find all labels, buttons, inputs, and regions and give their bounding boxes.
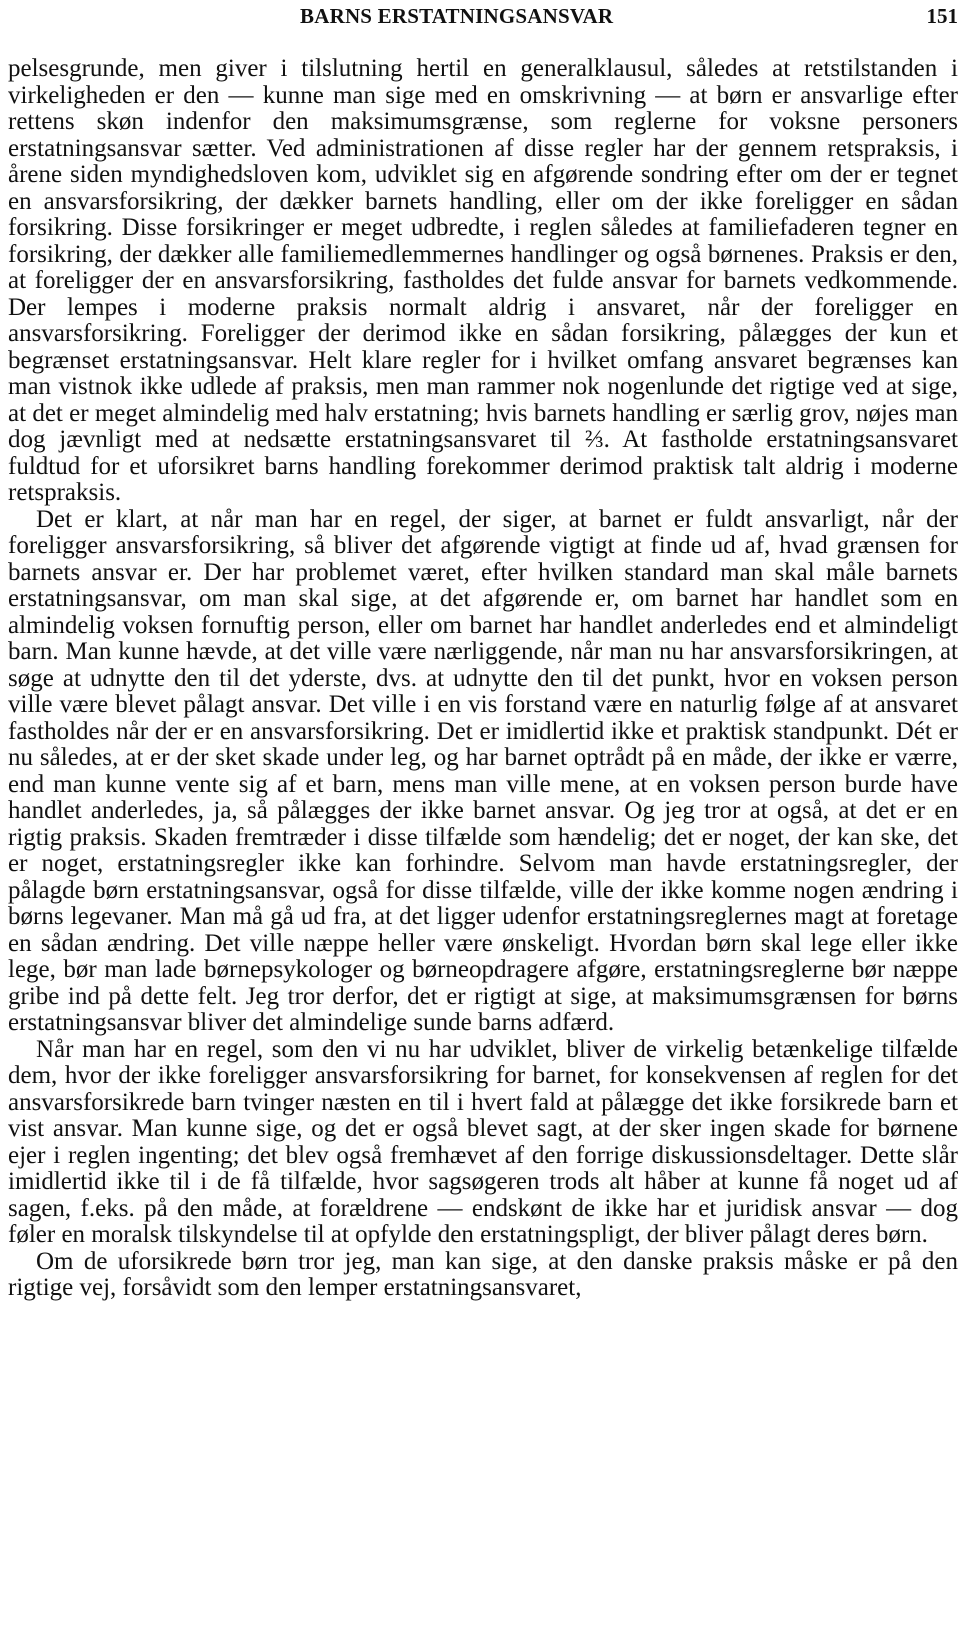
paragraph-2: Det er klart, at når man har en regel, der siger, at barnet er fuldt ansvarligt, når der foreligger ansvarsforsikring, så bliver det afgørende vigtigt at finde ud af, hvad grænsen for barnets ansvar er. Der har problemet været, efter hvilken standard man skal måle barnets erstatningsansvar, om man skal sige, at det afgørende er, om barnet har handlet som en almindelig voksen fornuftig person, eller om barnet har handlet anderledes end et almindeligt barn. Man kunne hævde, at det ville være nærliggende, når man nu har ansvarsforsikringen, at søge at udnytte den til det yderste, dvs. at udnytte den til det punkt, hvor en voksen person ville være blevet pålagt ansvar. Det ville i en vis forstand være en naturlig følge af at ansvaret fastholdes når der er en ansvarsforsikring. Det er imidlertid ikke et praktisk standpunkt. Dét er nu således, at er der sket skade under leg, og har barnet optrådt på en måde, der ikke er værre, end man kunne vente sig af et barn, mens man ville mene, at en voksen person burde have handlet anderledes, ja, så pålægges der ikke barnet ansvar. Og jeg tror at også, at det er en rigtig praksis. Skaden fremtræder i disse tilfælde som hændelig; det er noget, der kan ske, det er noget, erstatningsregler ikke kan forhindre. Selvom man havde erstatningsregler, der pålagde børn erstatningsansvar, også for disse tilfælde, ville der ikke komme nogen ændring i børns legevaner. Man må gå ud fra, at det ligger udenfor erstatningsreglernes magt at foretage en sådan ændring. Det ville næppe heller være ønskeligt. Hvordan børn skal lege eller ikke lege, bør man lade børnepsykologer og børneopdragere afgøre, erstatningsreglerne bør næppe gribe ind på dette felt. Jeg tror derfor, det er rigtigt at sige, at maksimumsgrænsen for børns erstatningsansvar bliver det almindelige sunde barns adfærd. [8, 505, 958, 1036]
page-header [8, 2, 958, 34]
book-page [8, 0, 958, 1628]
running-title: BARNS ERSTATNINGSANSVAR [300, 4, 614, 28]
page-number: 151 [926, 4, 958, 28]
paragraph-4: Om de uforsikrede børn tror jeg, man kan sige, at den danske praksis måske er på den rigtige vej, forsåvidt som den lemper erstatningsansvaret, [8, 1247, 958, 1301]
body-text [8, 56, 958, 1302]
paragraph-3: Når man har en regel, som den vi nu har udviklet, bliver de virkelig betænkelige tilfælde dem, hvor der ikke foreligger ansvarsforsikring for barnet, for konsekvensen af reglen for det ansvarsforsikrede barn tvinger næsten en til i hvert fald at pålægge det ikke forsikrede barn et vist ansvar. Man kunne sige, og det er også blevet sagt, at der sker ingen skade for børnene ejer i reglen ingenting; det blev også fremhævet af den forrige diskussionsdeltager. Dette slår imidlertid ikke til i de få tilfælde, hvor sagsøgeren trods alt håber at kunne få noget ud af sagen, f.eks. på den måde, at forældrene — endskønt de ikke har et juridisk ansvar — dog føler en moralsk tilskyndelse til at opfylde den erstatningspligt, der bliver pålagt deres børn. [8, 1035, 958, 1248]
paragraph-1: pelsesgrunde, men giver i tilslutning hertil en generalklausul, således at retstilstanden i virkeligheden er den — kunne man sige med en omskrivning — at børn er ansvarlige efter rettens skøn indenfor den maksimumsgrænse, som reglerne for voksne personers erstatningsansvar sætter. Ved administrationen af disse regler har der gennem retspraksis, i årene siden myndighedsloven kom, udviklet sig en afgørende sondring efter om der er tegnet en ansvarsforsikring, der dækker barnets handling, eller om der ikke foreligger en sådan forsikring. Disse forsikringer er meget udbredte, i reglen således at familiefaderen tegner en forsikring, der dækker alle familiemedlemmernes handlinger og også børnenes. Praksis er den, at foreligger der en ansvarsforsikring, fastholdes det fulde ansvar for barnets vedkommende. Der lempes i moderne praksis normalt aldrig i ansvaret, når der foreligger en ansvarsforsikring. Foreligger der derimod ikke en sådan forsikring, pålægges der kun et begrænset erstatningsansvar. Helt klare regler for i hvilket omfang ansvaret begrænses kan man vistnok ikke udlede af praksis, men man rammer nok nogenlunde det rigtige ved at sige, at det er meget almindelig med halv erstatning; hvis barnets handling er særlig grov, nøjes man dog jævnligt med at nedsætte erstatningsansvaret til ⅔. At fastholde erstatningsansvaret fuldtud for et uforsikret barns handling forekommer derimod praktisk talt aldrig i moderne retspraksis. [8, 55, 958, 506]
